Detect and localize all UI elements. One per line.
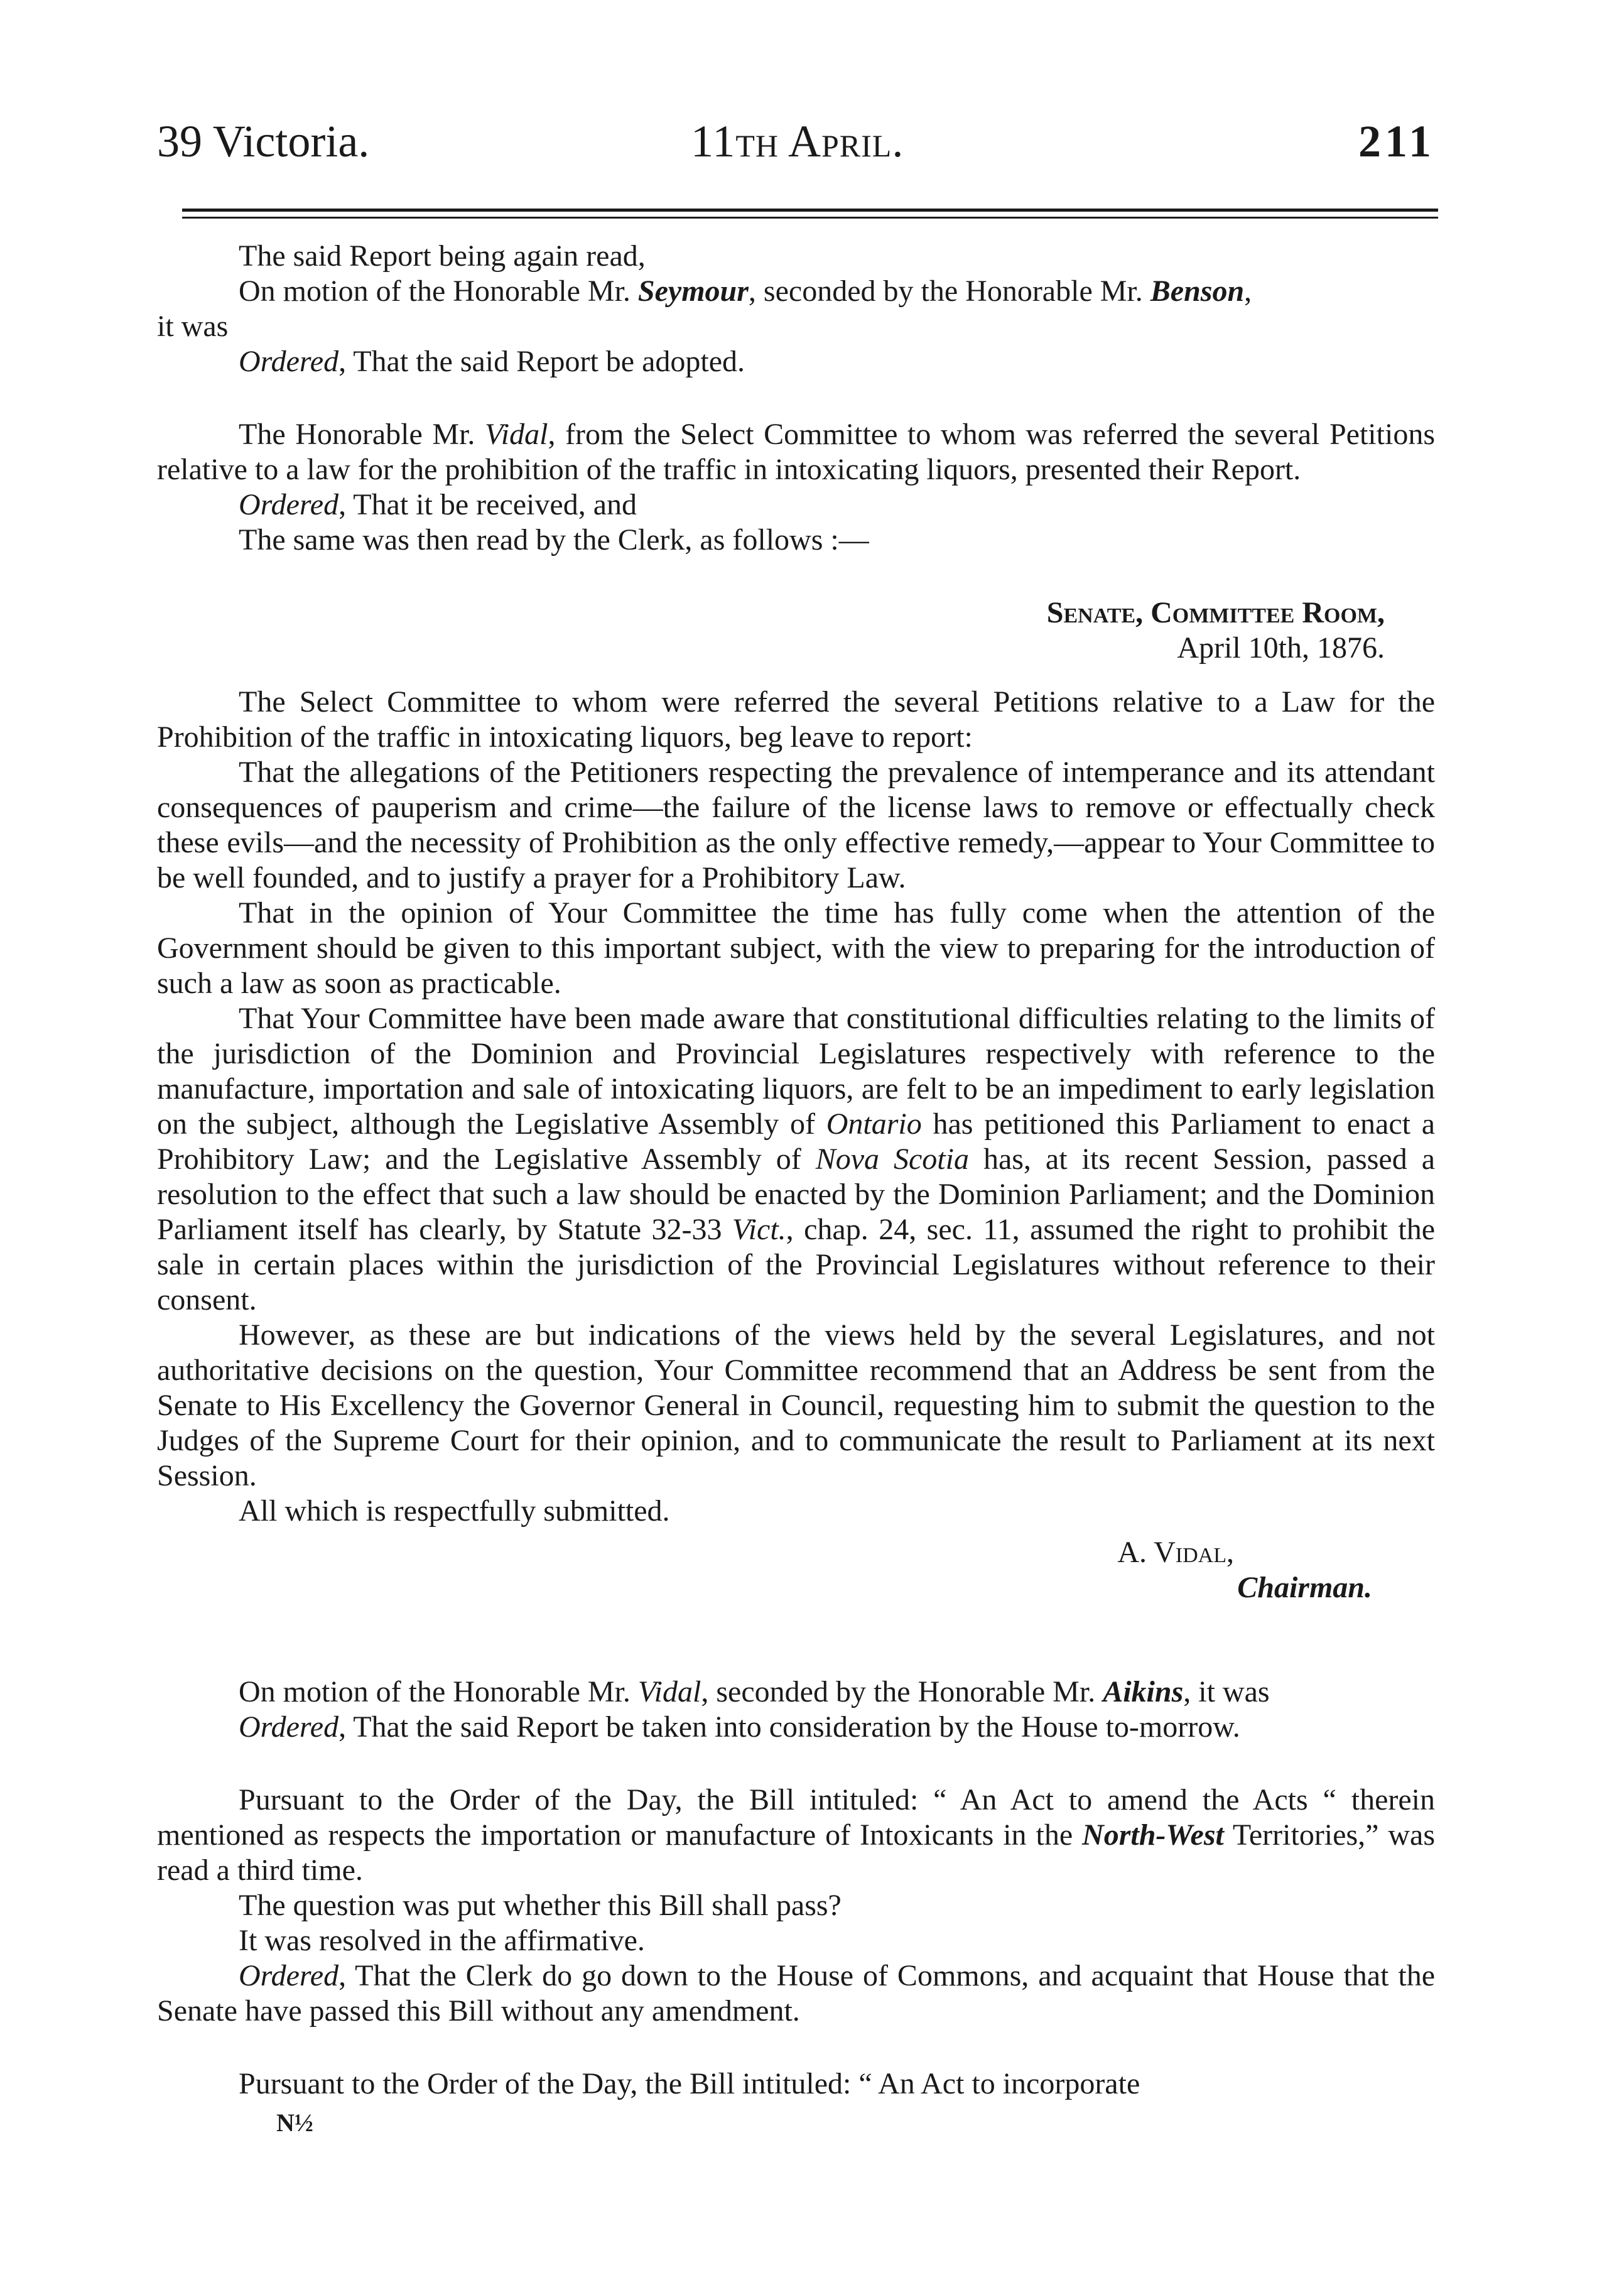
paragraph: Pursuant to the Order of the Day, the Bill intituled: “ An Act to amend the Acts “ therein mentioned as respects the importation or manufacture of Intoxicants in the North-West Territories,” was read a third time. [157, 1783, 1435, 1887]
paragraph: On motion of the Honorable Mr. Seymour, seconded by the Honorable Mr. Benson, [239, 274, 1252, 308]
report-heading [157, 595, 1435, 666]
paragraph: Ordered, That it be received, and [239, 488, 637, 521]
paragraph: Ordered, That the said Report be taken into consideration by the House to-morrow. [239, 1710, 1240, 1744]
header-rule-thin [182, 217, 1438, 219]
paragraph: it was [157, 310, 229, 343]
page-header [157, 110, 1435, 185]
paragraph: The question was put whether this Bill shall pass? [239, 1889, 842, 1922]
paragraph: The Honorable Mr. Vidal, from the Select Committee to whom was referred the several Petitions relative to a law for the prohibition of the traffic in intoxicating liquors, presented their Report. [157, 418, 1435, 486]
paragraph: Ordered, That the Clerk do go down to the House of Commons, and acquaint that House that the Senate have passed this Bill without any amendment. [157, 1959, 1435, 2028]
page-date: 11th April. [691, 116, 904, 166]
paragraph: The same was then read by the Clerk, as follows :— [239, 523, 869, 557]
paragraph: On motion of the Honorable Mr. Vidal, seconded by the Honorable Mr. Aikins, it was [239, 1675, 1270, 1708]
report-paragraph: That in the opinion of Your Committee the time has fully come when the attention of the Government should be given to this important subject, with the view to preparing for the introduction of such a law as soon as practicable. [157, 896, 1435, 1000]
page-number: 211 [1358, 116, 1435, 166]
report-date: April 10th, 1876. [1177, 631, 1385, 665]
paragraph: Ordered, That the said Report be adopted. [239, 345, 745, 378]
report-paragraph: The Select Committee to whom were referred the several Petitions relative to a Law for the Prohibition of the traffic in intoxicating liquors, beg leave to report: [157, 685, 1435, 754]
report-paragraph: However, as these are but indications of the views held by the several Legislatures, and not authoritative decisions on the question, Your Committee recommend that an Address be sent from the Senate to His Excellency the Governor General in Council, requesting him to submit the question to the Judges of the Supreme Court for their opinion, and to communicate the result to Parliament at its next Session. [157, 1318, 1435, 1492]
signature-title: Chairman. [1237, 1571, 1372, 1604]
report-paragraph: That the allegations of the Petitioners respecting the prevalence of intemperance and its attendant consequences of pauperism and crime—the failure of the license laws to remove or effectually check these evils—and the necessity of Prohibition as the only effective remedy,—appear to Your Committee to be well founded, and to justify a prayer for a Prohibitory Law. [157, 756, 1435, 894]
signature-mark: N½ [276, 2109, 313, 2137]
report-paragraph: All which is respectfully submitted. [239, 1494, 670, 1528]
running-title: 39 Victoria. [157, 116, 370, 166]
page-body [157, 239, 1435, 2141]
signature-name: A. Vidal, [1117, 1536, 1234, 1569]
report-location: Senate, Committee Room, [1046, 596, 1385, 629]
header-rule [182, 209, 1438, 212]
report-paragraph: That Your Committee have been made aware that constitutional difficulties relating to the limits of the jurisdiction of the Dominion and Provincial Legislatures respectively with reference to the manufacture, importation and sale of intoxicating liquors, are felt to be an impediment to early legislation on the subject, although the Legislative Assembly of Ontario has petitioned this Parliament to enact a Prohibitory Law; and the Legislative Assembly of Nova Scotia has, at its recent Session, passed a resolution to the effect that such a law should be enacted by the Dominion Parliament; and the Dominion Parliament itself has clearly, by Statute 32-33 Vict., chap. 24, sec. 11, assumed the right to prohibit the sale in certain places within the jurisdiction of the Provincial Legislatures without reference to their consent. [157, 1002, 1436, 1317]
paragraph: Pursuant to the Order of the Day, the Bill intituled: “ An Act to incorporate [239, 2067, 1140, 2100]
paragraph: The said Report being again read, [239, 239, 646, 273]
paragraph: It was resolved in the affirmative. [239, 1924, 645, 1957]
signature-block [157, 1535, 1435, 1605]
